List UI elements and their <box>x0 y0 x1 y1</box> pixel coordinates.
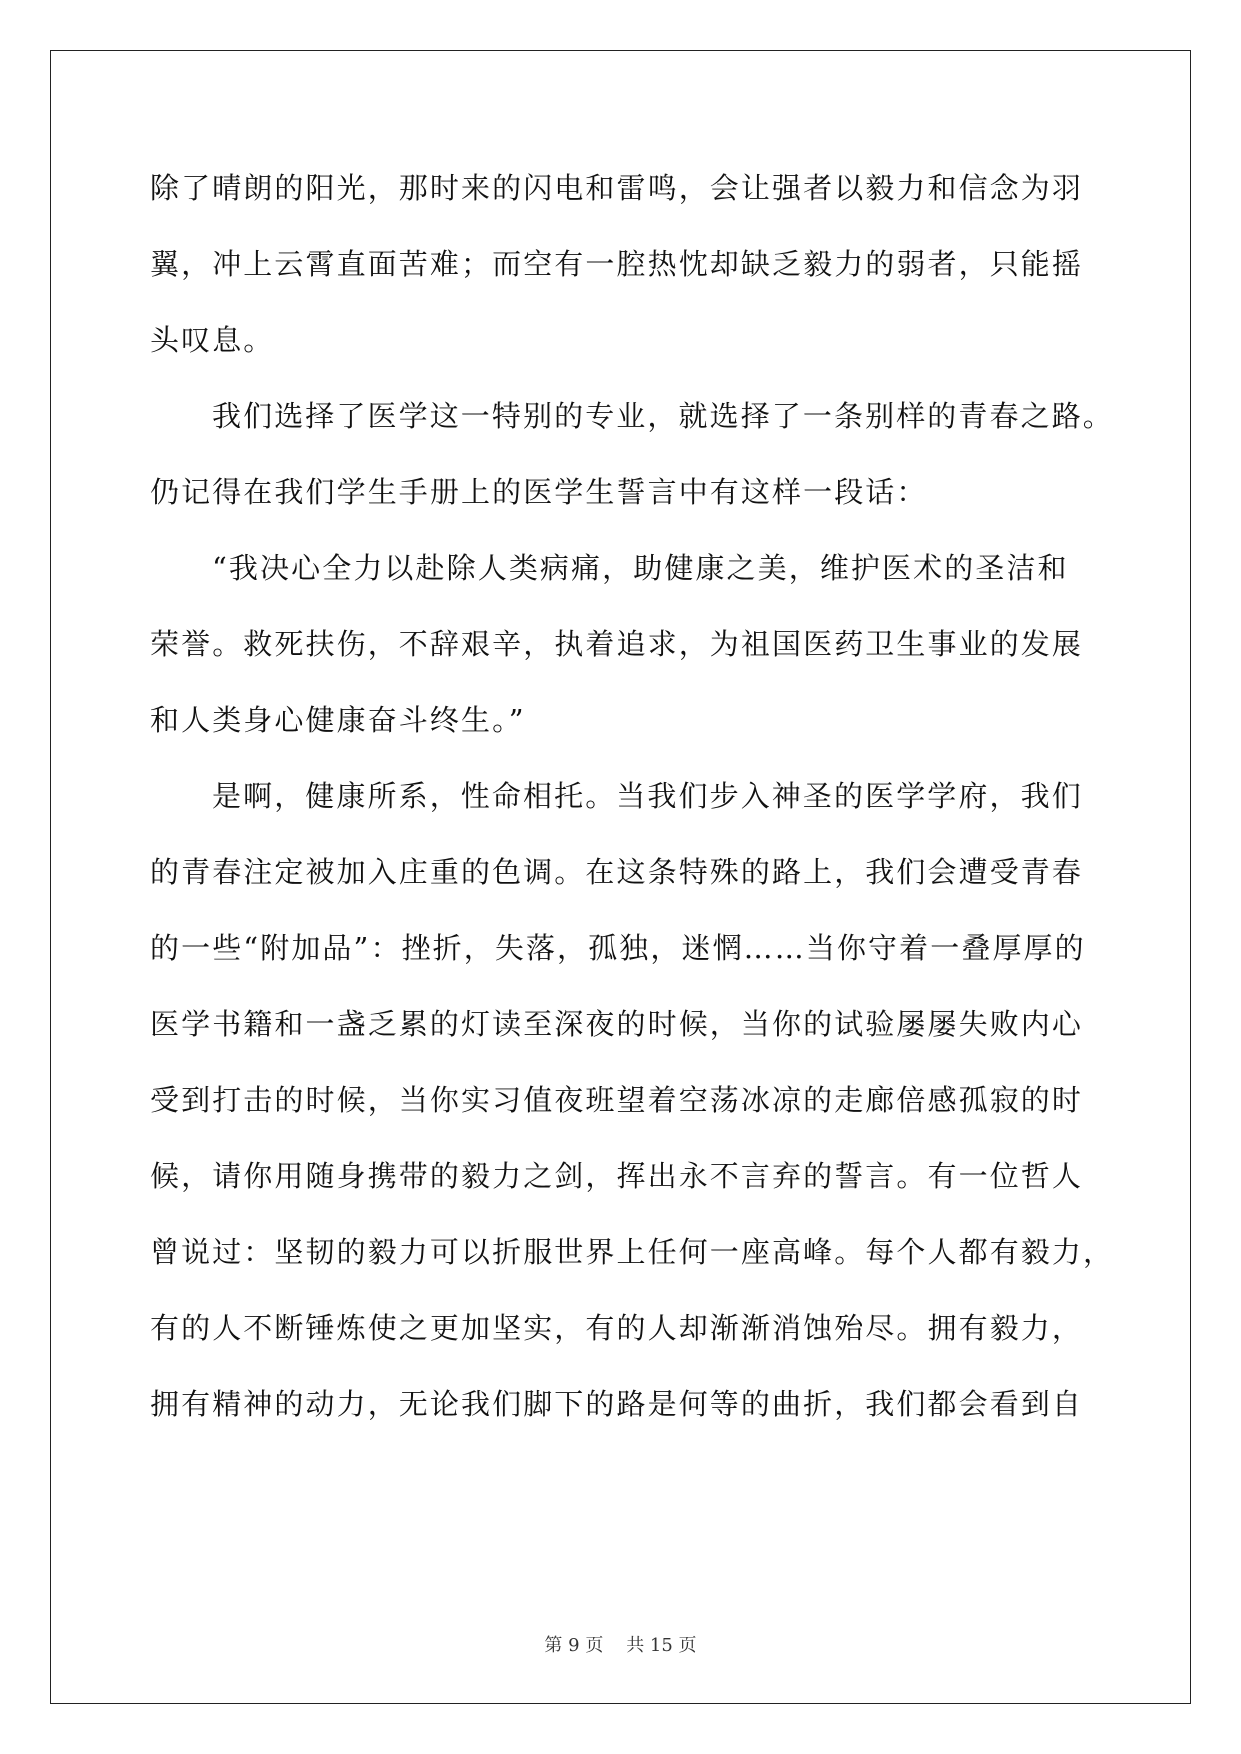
text-line: 候，请你用随身携带的毅力之剑，挥出永不言弃的誓言。有一位哲人 <box>150 1159 1084 1193</box>
document-body <box>150 166 1115 1458</box>
text-line: 拥有精神的动力，无论我们脚下的路是何等的曲折，我们都会看到自 <box>150 1387 1084 1421</box>
paragraph-first-line: 是啊，健康所系，性命相托。当我们步入神圣的医学学府，我们 <box>212 779 1083 813</box>
text-line: 除了晴朗的阳光，那时来的闪电和雷鸣，会让强者以毅力和信念为羽 <box>150 171 1084 205</box>
quote-first-line: “我决心全力以赴除人类病痛，助健康之美，维护医术的圣洁和 <box>212 551 1069 585</box>
text-line: 仍记得在我们学生手册上的医学生誓言中有这样一段话： <box>150 475 928 509</box>
text-line: 头叹息。 <box>150 323 275 357</box>
text-line: 医学书籍和一盏乏累的灯读至深夜的时候，当你的试验屡屡失败内心 <box>150 1007 1084 1041</box>
paragraph-first-line: 我们选择了医学这一特别的专业，就选择了一条别样的青春之路。 <box>212 399 1114 433</box>
text-line: 的一些“附加品”：挫折，失落，孤独，迷惘……当你守着一叠厚厚的 <box>150 931 1086 965</box>
text-line: 的青春注定被加入庄重的色调。在这条特殊的路上，我们会遭受青春 <box>150 855 1084 889</box>
text-line: 受到打击的时候，当你实习值夜班望着空荡冰凉的走廊倍感孤寂的时 <box>150 1083 1084 1117</box>
text-line: 和人类身心健康奋斗终生。” <box>150 703 526 737</box>
text-line: 曾说过：坚韧的毅力可以折服世界上任何一座高峰。每个人都有毅力， <box>150 1235 1115 1269</box>
text-line: 荣誉。救死扶伤，不辞艰辛，执着追求，为祖国医药卫生事业的发展 <box>150 627 1084 661</box>
text-line: 有的人不断锤炼使之更加坚实，有的人却渐渐消蚀殆尽。拥有毅力， <box>150 1311 1084 1345</box>
page-number-footer: 第 9 页 共 15 页 <box>544 1635 697 1656</box>
text-line: 翼，冲上云霄直面苦难；而空有一腔热忱却缺乏毅力的弱者，只能摇 <box>150 247 1084 281</box>
